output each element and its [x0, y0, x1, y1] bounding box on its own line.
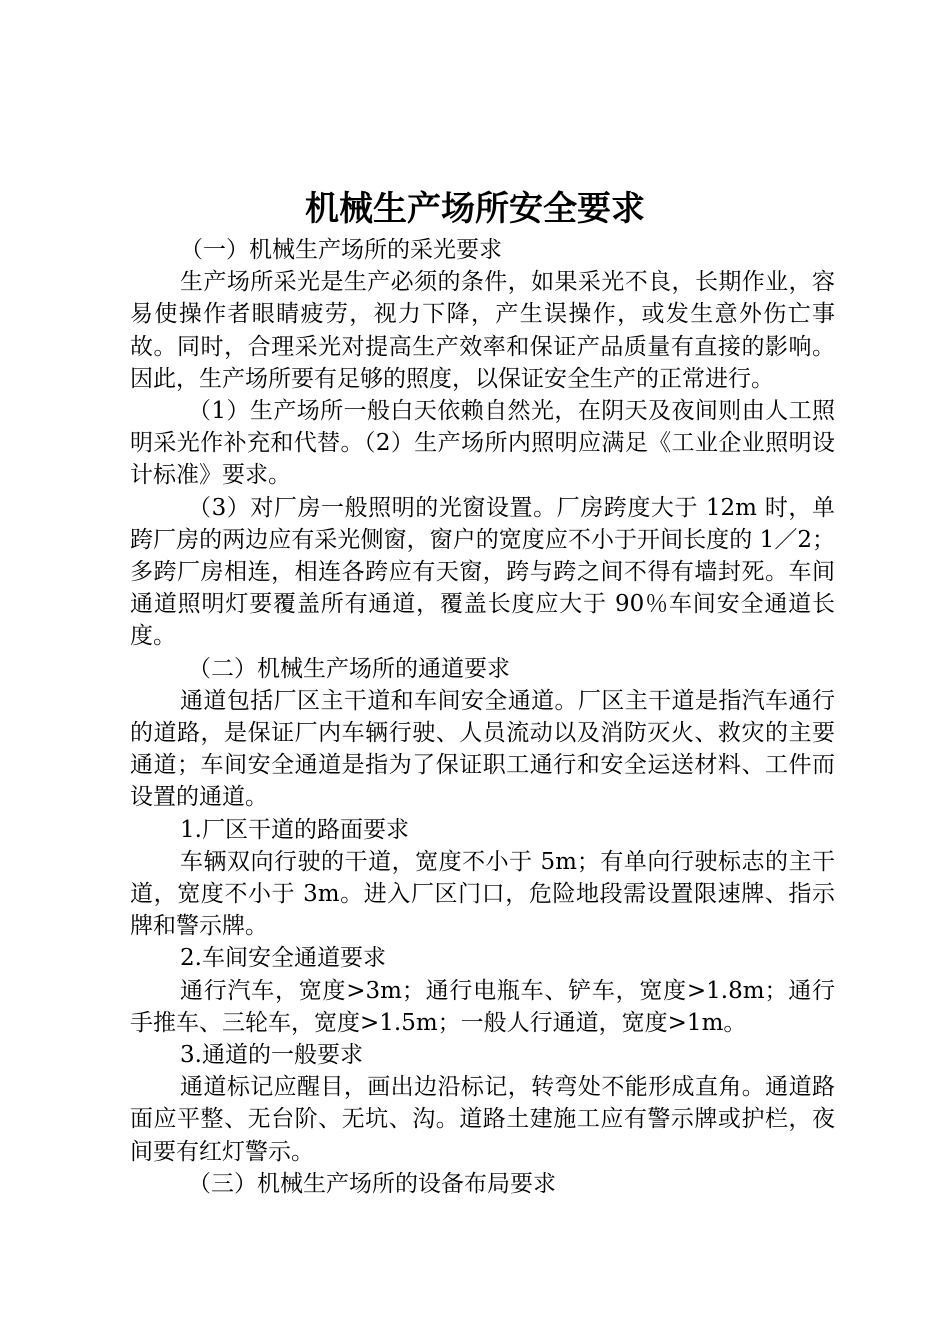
subheading-workshop-passage: 2.车间安全通道要求: [180, 945, 386, 972]
subheading-road-surface: 1.厂区干道的路面要求: [180, 816, 409, 843]
paragraph-workshop-passage: 通行汽车，宽度>3m；通行电瓶车、铲车，宽度>1.8m；通行手推车、三轮车，宽度>1.5m；一般人行通道，宽度>1m。: [130, 977, 835, 1036]
document-title: 机械生产场所安全要求: [305, 189, 645, 229]
section-heading-equipment-layout: （三）机械生产场所的设备布局要求: [188, 1170, 556, 1197]
paragraph-lighting-item-3: （3）对厂房一般照明的光窗设置。厂房跨度大于 12m 时，单跨厂房的两边应有采光侧窗，窗户的宽度应不小于开间长度的 1／2；多跨厂房相连，相连各跨应有天窗，跨与跨之间不得有墙封死。车间通道照明灯要覆盖所有通道，覆盖长度应大于 90％车间安全通道长度。: [130, 494, 835, 650]
section-heading-lighting: （一）机械生产场所的采光要求: [180, 237, 502, 263]
paragraph-passage-intro: 通道包括厂区主干道和车间安全通道。厂区主干道是指汽车通行的道路，是保证厂内车辆行驶、人员流动以及消防灭火、救灾的主要通道；车间安全通道是指为了保证职工通行和安全运送材料、工件而设置的通道。: [130, 687, 835, 811]
document-body: [130, 234, 835, 1200]
paragraph-lighting-intro: 生产场所采光是生产必须的条件，如果采光不良，长期作业，容易使操作者眼睛疲劳，视力下降，产生误操作，或发生意外伤亡事故。同时，合理采光对提高生产效率和保证产品质量有直接的影响。因此，生产场所要有足够的照度，以保证安全生产的正常进行。: [130, 269, 835, 392]
paragraph-lighting-items-1-2: （1）生产场所一般白天依赖自然光，在阴天及夜间则由人工照明采光作补充和代替。（2）生产场所内照明应满足《工业企业照明设计标准》要求。: [130, 398, 835, 489]
paragraph-road-surface: 车辆双向行驶的干道，宽度不小于 5m；有单向行驶标志的主干道，宽度不小于 3m。进入厂区门口，危险地段需设置限速牌、指示牌和警示牌。: [130, 848, 835, 940]
subheading-general-passage: 3.通道的一般要求: [180, 1042, 363, 1069]
paragraph-general-passage: 通道标记应醒目，画出边沿标记，转弯处不能形成直角。通道路面应平整、无台阶、无坑、沟。道路土建施工应有警示牌或护栏，夜间要有红灯警示。: [130, 1074, 835, 1165]
section-heading-passage: （二）机械生产场所的通道要求: [188, 655, 510, 682]
